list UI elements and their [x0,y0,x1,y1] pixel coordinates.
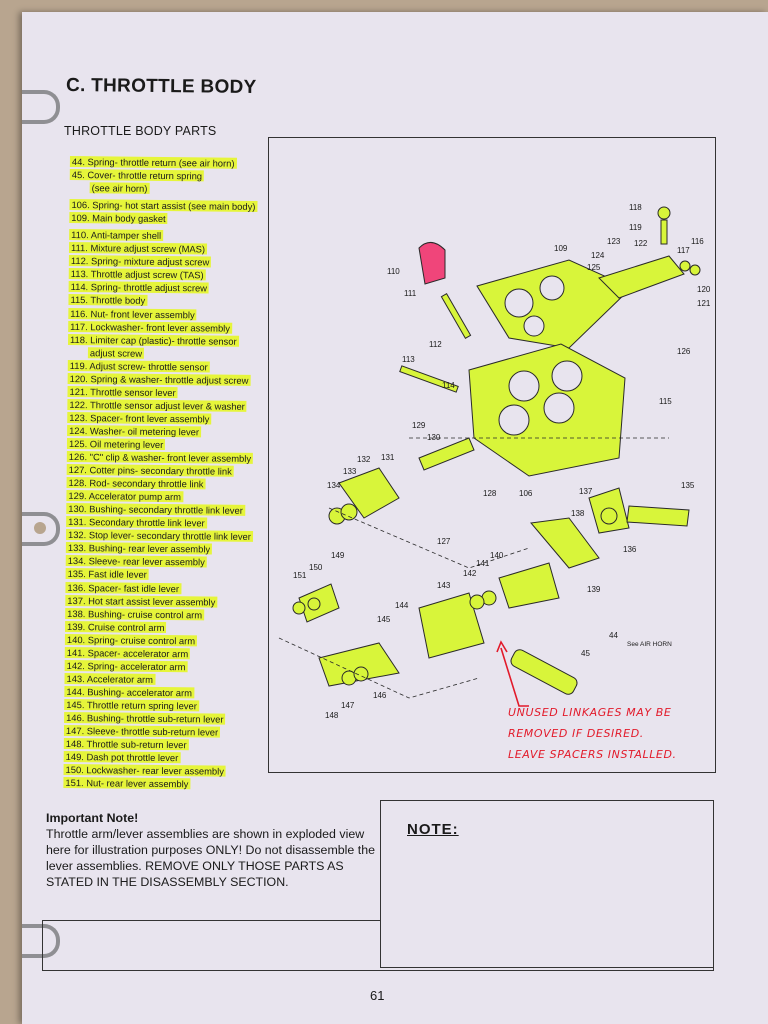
diagram-label: 134 [327,481,341,490]
part-text: 151. Nut- rear lever assembly [65,777,189,790]
part-text: 143. Accelerator arm [66,672,154,685]
diagram-label: 139 [587,585,601,594]
diagram-label: 44 [609,631,618,640]
callout-line: REMOVED IF DESIRED. [508,727,644,740]
diagram-label: 122 [634,239,648,248]
part-text: 127. Cotter pins- secondary throttle link [68,464,232,477]
diagram-label: 138 [571,509,585,518]
diagram-label: 117 [677,246,690,255]
part-text: 117. Lockwasher- front lever assembly [70,320,231,334]
parts-list [63,155,280,791]
diagram-label: 136 [623,545,637,554]
part-text: 139. Cruise control arm [67,620,165,633]
part-text: 130. Bushing- secondary throttle link lever [68,503,243,517]
part-text: 120. Spring & washer- throttle adjust screw [69,372,249,386]
diagram-label: 132 [357,455,371,464]
part-text: 146. Bushing- throttle sub-return lever [66,711,224,725]
diagram-label: 131 [381,453,395,462]
bottom-frame-top [42,920,380,921]
part-text: 133. Bushing- rear lever assembly [67,542,211,555]
diagram-label: 148 [325,711,339,720]
diagram-label: 142 [463,569,477,578]
sensor-adjust-screw [661,220,667,244]
diagram-label: 116 [691,237,704,246]
part-text: 45. Cover- throttle return spring [71,169,203,182]
part-list-item [63,776,273,791]
mixture-adjust-screw [441,294,470,339]
diagram-label: 123 [607,237,621,246]
part-text: 112. Spring- mixture adjust screw [70,255,210,268]
part-text: 121. Throttle sensor lever [69,385,176,398]
diagram-label: 106 [519,489,533,498]
part-text: 110. Anti-tamper shell [71,229,162,242]
diagram-label: 124 [591,251,605,260]
diagram-label: 143 [437,581,451,590]
fast-idle-lever [627,506,689,526]
callout-line: LEAVE SPACERS INSTALLED. [508,748,677,761]
part-text: 140. Spring- cruise control arm [66,633,196,647]
part-text: adjust screw [89,346,143,359]
part-text: 109. Main body gasket [71,212,166,225]
cruise-control-lever [531,518,599,568]
important-note [46,810,376,890]
part-text: 44. Spring- throttle return (see air horn) [71,156,235,169]
part-list-item [70,181,280,196]
page-number: 61 [370,988,385,1003]
part-text: 134. Sleeve- rear lever assembly [67,555,205,568]
part-text: 126. "C" clip & washer- front lever assembly [68,451,252,464]
part-text: 149. Dash pot throttle lever [65,751,179,764]
diagram-label: 135 [681,481,695,490]
section-title: C. THROTTLE BODY [65,75,257,98]
part-text: 141. Spacer- accelerator arm [66,646,189,659]
note-label: NOTE: [407,821,459,838]
handwritten-callout [508,702,677,765]
diagram-label: 150 [309,563,323,572]
diagram-label: 146 [373,691,387,700]
callout-line: UNUSED LINKAGES MAY BE [508,706,672,719]
part-text: 136. Spacer- fast idle lever [67,581,180,594]
diagram-label: 149 [331,551,345,560]
part-text: 145. Throttle return spring lever [66,698,197,712]
part-text: 122. Throttle sensor adjust lever & washer [69,398,245,412]
part-text: 125. Oil metering lever [68,437,164,450]
binder-ring-top [22,90,60,124]
bottom-frame [42,920,714,971]
part-text: 118. Limiter cap (plastic)- throttle sensor [70,333,237,347]
throttle-return-spring [509,648,579,697]
diagram-label: 145 [377,615,391,624]
part-text: 111. Mixture adjust screw (MAS) [70,242,206,255]
diagram-label: 119 [629,223,642,232]
part-text: 142. Spring- accelerator arm [66,659,186,673]
part-text: 113. Throttle adjust screw (TAS) [70,268,204,281]
binder-ring-middle [22,512,60,546]
diagram-label: 129 [412,421,426,430]
part-text: 144. Bushing- accelerator arm [66,685,193,699]
part-text: 124. Washer- oil metering lever [69,424,200,438]
cruise-control-arm [499,563,559,608]
diagram-label: 110 [387,267,400,276]
diagram-label: 121 [697,299,711,308]
parts-heading: THROTTLE BODY PARTS [64,124,217,138]
part-text: 114. Spring- throttle adjust screw [70,281,208,294]
diagram-label: 140 [490,551,504,560]
part-text: 138. Bushing- cruise control arm [67,607,203,621]
main-body-gasket [477,260,631,348]
part-text: 128. Rod- secondary throttle link [68,477,204,490]
part-text: 131. Secondary throttle link lever [68,516,205,529]
diagram-label: 120 [697,285,711,294]
important-body: Throttle arm/lever assemblies are shown in exploded view here for illustration purposes ONLY! Do not disassemble the lever assemblies. REMOVE ONLY THOSE PARTS AS STATED IN THE DISASSEMBLY SECTION. [46,827,375,889]
part-text: 123. Spacer- front lever assembly [69,411,210,425]
diagram-label: 147 [341,701,355,710]
limiter-cap [658,207,670,219]
diagram-label: 126 [677,347,691,356]
diagram-label: 133 [343,467,357,476]
part-text: 137. Hot start assist lever assembly [67,594,216,608]
diagram-label: 130 [427,433,441,442]
diagram-label: 111 [404,289,417,298]
diagram-label: 114 [442,381,455,390]
part-text: 132. Stop lever- secondary throttle link lever [67,529,251,543]
part-text: 129. Accelerator pump arm [68,490,182,503]
diagram-label: 127 [437,537,451,546]
part-text: 106. Spring- hot start assist (see main body) [71,199,256,213]
part-text: 115. Throttle body [70,294,146,307]
diagram-label: 141 [476,559,490,568]
diagram-label: 113 [402,355,415,364]
important-heading: Important Note! [46,811,139,825]
accelerator-pump-arm [419,438,474,470]
diagram-label: 128 [483,489,497,498]
diagram-label: 115 [659,397,672,406]
diagram-label: 125 [587,263,601,272]
part-text: 116. Nut- front lever assembly [70,307,195,320]
diagram-label: 45 [581,649,590,658]
diagram-label: 137 [579,487,593,496]
part-text: 135. Fast idle lever [67,568,147,581]
diagram-label: 144 [395,601,409,610]
diagram-label: 118 [629,203,642,212]
part-text: (see air horn) [91,182,148,194]
diagram-label: See AIR HORN [627,641,672,648]
diagram-label: 151 [293,571,307,580]
diagram-svg [269,138,715,772]
diagram-label: 109 [554,244,568,253]
part-text: 150. Lockwasher- rear lever assembly [65,764,225,777]
part-text: 119. Adjust screw- throttle sensor [69,359,208,373]
exploded-diagram [268,137,716,773]
anti-tamper-shell [419,242,445,284]
part-list-item [69,211,279,226]
diagram-label: 112 [429,340,442,349]
part-text: 148. Throttle sub-return lever [65,738,187,751]
part-text: 147. Sleeve- throttle sub-return lever [65,725,219,738]
